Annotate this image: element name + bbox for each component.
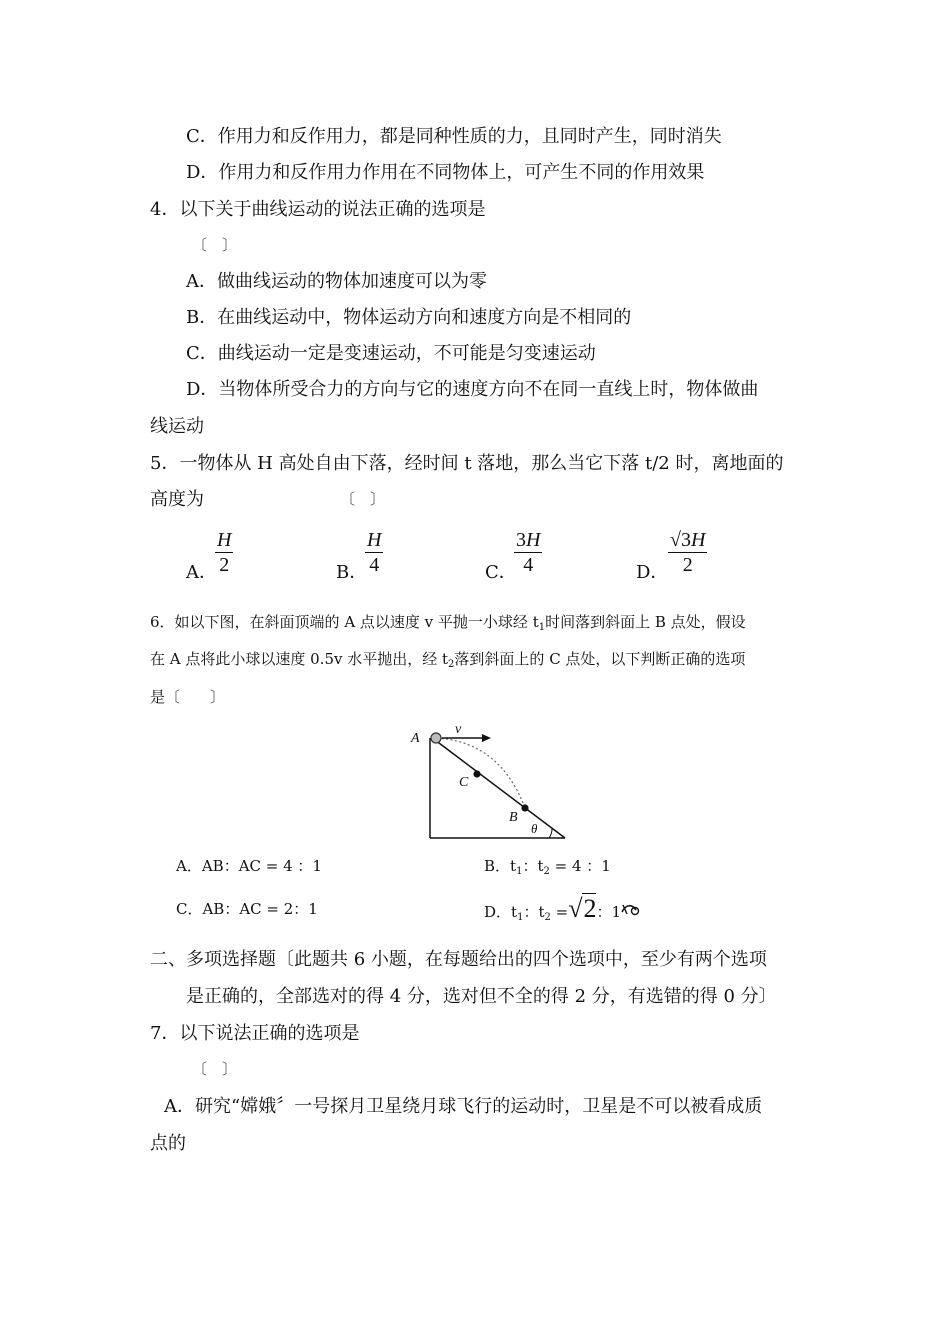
q6-option-c: C．AB：AC = 2：1: [176, 900, 318, 918]
anchor-mark-icon: [620, 902, 640, 916]
q5-option-c-numerator: H: [526, 529, 541, 551]
q5-stem-line1: 5．一物体从 H 高处自由下落，经时间 t 落地，那么当它下落 t/2 时，离地面的: [150, 453, 784, 474]
q7-option-a-line2: 点的: [150, 1133, 186, 1154]
q4-answer-paren: 〔 〕: [192, 236, 238, 254]
q5-option-b-denominator: 4: [369, 554, 380, 576]
q5-option-a-numerator: H: [217, 529, 232, 551]
label-c: C: [459, 775, 469, 790]
q5-option-c-label: C．: [485, 562, 517, 583]
sqrt-icon: √: [568, 894, 583, 923]
q5-option-b-fraction: [365, 528, 383, 577]
label-a: A: [411, 731, 420, 746]
q5-option-c-denominator: 4: [523, 554, 534, 576]
q6-option-a: A．AB：AC = 4 ：1: [176, 857, 322, 875]
q4-option-a: A．做曲线运动的物体加速度可以为零: [186, 271, 487, 292]
q5-answer-paren: 〔 〕: [340, 490, 386, 508]
q5-stem-line2: 高度为: [150, 489, 204, 510]
q5-option-d-label: D．: [636, 562, 669, 583]
q6-stem-line2: 在 A 点将此小球以速度 0.5v 水平抛出，经 $t_2$落到斜面上的 C 点处，以下判断正确的选项: [150, 650, 746, 670]
q6-stem-line3: 是〔 〕: [150, 688, 226, 706]
q4-option-b: B．在曲线运动中，物体运动方向和速度方向是不相同的: [186, 307, 632, 328]
q7-stem: 7．以下说法正确的选项是: [150, 1023, 360, 1044]
label-b: B: [509, 810, 518, 825]
angle-arc: [549, 828, 552, 838]
label-theta: θ: [531, 821, 538, 836]
q5-option-b-numerator: H: [367, 529, 382, 551]
q6-option-d: D．$t_1$：$t_2 =√2$：1: [484, 894, 622, 923]
q6-option-b: B．$t_1$：$t_2 = 4$ ：1: [484, 857, 611, 877]
velocity-arrowhead: [482, 734, 491, 742]
incline-triangle: [430, 738, 565, 838]
q5-option-a-fraction: [215, 528, 233, 577]
q5-option-d-fraction: [668, 528, 707, 577]
q5-option-d-numerator: H: [690, 529, 706, 551]
q5-option-d-denominator: 2: [682, 554, 693, 576]
section2-heading-line1: 二、多项选择题〔此题共 6 小题，在每题给出的四个选项中，至少有两个选项: [150, 949, 767, 970]
q6-stem-line1: 6．如以下图，在斜面顶端的 A 点以速度 v 平抛一小球经 $t_1$时间落到斜面上 B 点处，假设: [150, 613, 746, 633]
point-c-dot: [473, 770, 480, 777]
q4-stem: 4．以下关于曲线运动的说法正确的选项是: [150, 199, 486, 220]
label-v: v: [455, 722, 462, 737]
q5-option-a-label: A．: [186, 562, 217, 583]
q5-option-c-coefficient: 3: [516, 529, 526, 551]
q3-option-d: D．作用力和反作用力作用在不同物体上，可产生不同的作用效果: [186, 162, 705, 183]
q4-option-d-line2: 线运动: [150, 416, 204, 437]
section2-heading-line2: 是正确的，全部选对的得 4 分，选对但不全的得 2 分，有选错的得 0 分〕: [186, 986, 777, 1007]
q5-option-b-label: B．: [336, 562, 368, 583]
q7-option-a-line1: A．研究“嫦娥〞一号探月卫星绕月球飞行的运动时，卫星是不可以被看成质: [164, 1096, 763, 1117]
q7-answer-paren: 〔 〕: [192, 1060, 238, 1078]
q4-option-c: C．曲线运动一定是变速运动，不可能是匀变速运动: [186, 343, 596, 364]
q5-option-d-root: √3: [670, 529, 691, 551]
point-b-dot: [521, 804, 528, 811]
incline-figure: [405, 720, 575, 844]
q5-option-a-denominator: 2: [219, 554, 230, 576]
ball-icon: [431, 733, 441, 743]
q5-option-c-fraction: [514, 528, 542, 577]
q4-option-d-line1: D．当物体所受合力的方向与它的速度方向不在同一直线上时，物体做曲: [186, 379, 759, 400]
q3-option-c: C．作用力和反作用力，都是同种性质的力，且同时产生，同时消失: [186, 126, 722, 147]
